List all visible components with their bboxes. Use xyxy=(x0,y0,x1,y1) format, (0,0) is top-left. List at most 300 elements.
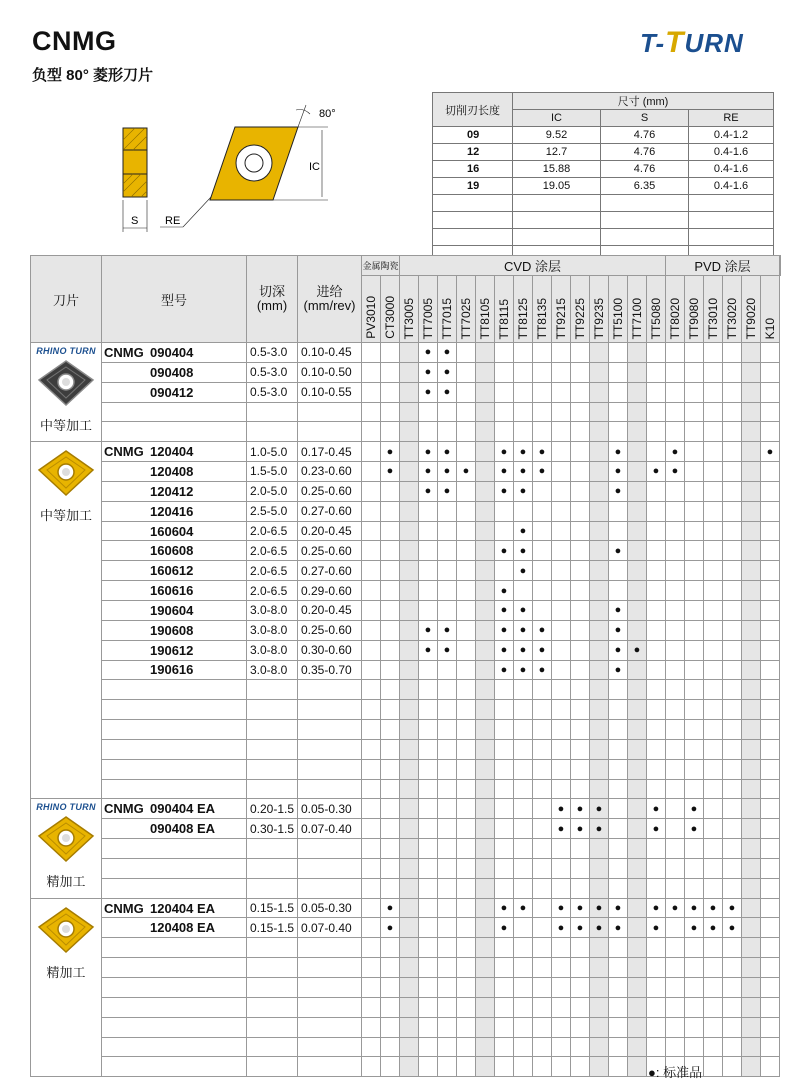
grade-cell xyxy=(457,700,476,720)
grade-cell xyxy=(533,918,552,938)
grade-cell xyxy=(457,739,476,759)
model-code: 120404 EA xyxy=(150,900,216,916)
grade-cell xyxy=(685,640,704,660)
grade-cell xyxy=(723,878,742,898)
grade-cell xyxy=(742,720,761,740)
grade-cell xyxy=(552,442,571,462)
spec-empty-cell xyxy=(601,195,689,212)
grade-cell xyxy=(666,680,685,700)
grade-cell xyxy=(552,819,571,839)
standard-dot-icon: ● xyxy=(386,465,394,478)
grade-cell xyxy=(400,362,419,382)
grade-cell xyxy=(533,561,552,581)
grade-cell xyxy=(514,462,533,482)
grade-cell xyxy=(552,878,571,898)
grade-cell xyxy=(761,997,780,1017)
grade-cell xyxy=(362,1057,381,1077)
grade-cell xyxy=(419,620,438,640)
depth-cell: 2.5-5.0 xyxy=(247,501,298,521)
standard-dot-icon: ● xyxy=(443,465,451,478)
grade-cell xyxy=(685,720,704,740)
model-code: 120408 EA xyxy=(150,920,216,936)
grade-cell xyxy=(476,799,495,819)
grade-cell xyxy=(628,759,647,779)
model-code: 120408 xyxy=(150,463,194,479)
grade-cell xyxy=(647,581,666,601)
grade-cell xyxy=(381,878,400,898)
feed-cell xyxy=(298,680,362,700)
grade-cell xyxy=(761,620,780,640)
standard-dot-icon: ● xyxy=(614,485,622,498)
grade-cell xyxy=(666,521,685,541)
grade-cell xyxy=(685,362,704,382)
grade-cell xyxy=(419,501,438,521)
spec-ic: 15.88 xyxy=(513,161,601,178)
grade-cell xyxy=(761,878,780,898)
grade-cell xyxy=(723,958,742,978)
model-cell xyxy=(102,462,247,482)
grade-cell xyxy=(438,442,457,462)
grade-cell xyxy=(590,1017,609,1037)
grade-cell xyxy=(647,402,666,422)
grade-cell xyxy=(457,501,476,521)
standard-dot-icon: ● xyxy=(500,584,508,597)
grade-cell xyxy=(438,541,457,561)
grade-cell xyxy=(457,600,476,620)
grade-cell xyxy=(723,1057,742,1077)
grade-cell xyxy=(571,759,590,779)
grade-cell xyxy=(685,620,704,640)
grade-cell xyxy=(609,1037,628,1057)
grade-cell xyxy=(723,640,742,660)
grade-cell xyxy=(571,442,590,462)
grade-cell xyxy=(419,1037,438,1057)
grade-cell xyxy=(400,918,419,938)
grade-cell xyxy=(628,680,647,700)
grade-label: TT5100 xyxy=(611,297,625,339)
grade-cell xyxy=(362,739,381,759)
grade-cell xyxy=(362,680,381,700)
standard-dot-icon: ● xyxy=(690,902,698,915)
standard-dot-icon: ● xyxy=(557,902,565,915)
feed-cell xyxy=(298,422,362,442)
model-cell xyxy=(102,382,247,402)
grade-cell xyxy=(628,700,647,720)
grade-cell xyxy=(495,660,514,680)
grade-cell xyxy=(685,422,704,442)
spec-re: 0.4-1.6 xyxy=(689,178,774,195)
grade-cell xyxy=(666,481,685,501)
grade-cell xyxy=(381,362,400,382)
grade-cell xyxy=(742,938,761,958)
grade-cell xyxy=(457,878,476,898)
grade-cell xyxy=(742,898,761,918)
grade-cell xyxy=(609,481,628,501)
grade-cell xyxy=(761,402,780,422)
grade-cell xyxy=(495,343,514,363)
grade-cell xyxy=(381,521,400,541)
grade-cell xyxy=(533,501,552,521)
grade-cell xyxy=(495,878,514,898)
grade-cell xyxy=(590,402,609,422)
standard-dot-icon: ● xyxy=(576,802,584,815)
grade-cell xyxy=(647,918,666,938)
standard-dot-icon: ● xyxy=(443,346,451,359)
grade-cell xyxy=(704,898,723,918)
grade-cell xyxy=(400,600,419,620)
grade-cell xyxy=(419,640,438,660)
grade-cell xyxy=(704,382,723,402)
grade-cell xyxy=(609,620,628,640)
model-code: 160616 xyxy=(150,583,194,599)
grade-cell xyxy=(552,581,571,601)
table-row xyxy=(31,1017,781,1037)
grade-cell xyxy=(761,858,780,878)
standard-dot-icon: ● xyxy=(538,624,546,637)
grade-cell xyxy=(742,442,761,462)
grade-cell xyxy=(723,739,742,759)
grade-cell xyxy=(514,343,533,363)
spec-s: 4.76 xyxy=(601,127,689,144)
grade-header xyxy=(609,276,628,343)
grade-cell xyxy=(571,1037,590,1057)
model-cell xyxy=(102,481,247,501)
depth-cell: 0.5-3.0 xyxy=(247,362,298,382)
grade-cell xyxy=(419,343,438,363)
grade-cell xyxy=(704,620,723,640)
machining-type-label: 精加工 xyxy=(46,964,86,980)
grade-cell xyxy=(742,481,761,501)
grade-cell xyxy=(514,799,533,819)
grade-cell xyxy=(533,878,552,898)
grade-cell xyxy=(362,481,381,501)
grade-cell xyxy=(666,382,685,402)
grade-cell xyxy=(552,858,571,878)
grade-cell xyxy=(571,978,590,998)
grade-cell xyxy=(666,501,685,521)
grade-cell xyxy=(647,680,666,700)
grade-label: TT3010 xyxy=(706,297,720,339)
grade-cell xyxy=(761,739,780,759)
rhino-turn-logo: RHINO TURN xyxy=(36,346,96,356)
model-code: 120404 xyxy=(150,444,194,460)
grade-cell xyxy=(362,997,381,1017)
grade-cell xyxy=(609,779,628,799)
grade-cell xyxy=(400,759,419,779)
grade-cell xyxy=(742,402,761,422)
grade-cell xyxy=(761,759,780,779)
grade-cell xyxy=(628,660,647,680)
grade-cell xyxy=(742,561,761,581)
model-cell xyxy=(102,402,247,422)
grade-cell xyxy=(514,759,533,779)
grade-cell xyxy=(476,521,495,541)
grade-cell xyxy=(571,402,590,422)
grade-cell xyxy=(362,382,381,402)
grade-cell xyxy=(590,343,609,363)
standard-dot-icon: ● xyxy=(424,624,432,637)
spec-edge: 19 xyxy=(433,178,513,195)
grade-cell xyxy=(609,739,628,759)
standard-dot-icon: ● xyxy=(652,465,660,478)
grade-cell xyxy=(628,362,647,382)
standard-dot-icon: ● xyxy=(538,663,546,676)
grade-cell xyxy=(457,997,476,1017)
grade-cell xyxy=(571,362,590,382)
grade-cell xyxy=(362,759,381,779)
grade-cell xyxy=(647,660,666,680)
grade-cell xyxy=(723,858,742,878)
grade-header xyxy=(590,276,609,343)
grade-cell xyxy=(742,958,761,978)
grade-cell xyxy=(514,739,533,759)
depth-cell xyxy=(247,938,298,958)
grade-cell xyxy=(400,1057,419,1077)
grade-cell xyxy=(495,581,514,601)
grade-cell xyxy=(666,442,685,462)
grade-cell xyxy=(400,938,419,958)
standard-dot-icon: ● xyxy=(690,802,698,815)
model-prefix: CNMG xyxy=(104,900,144,916)
table-row xyxy=(31,581,781,601)
grade-cell xyxy=(704,343,723,363)
standard-dot-icon: ● xyxy=(443,445,451,458)
spec-header-size: 尺寸 (mm) xyxy=(513,93,774,110)
grade-cell xyxy=(590,958,609,978)
grade-cell xyxy=(400,878,419,898)
grade-cell xyxy=(704,422,723,442)
grade-cell xyxy=(419,978,438,998)
grade-cell xyxy=(685,819,704,839)
grade-cell xyxy=(457,382,476,402)
grade-cell xyxy=(666,720,685,740)
grade-cell xyxy=(723,600,742,620)
table-row xyxy=(31,1037,781,1057)
grade-cell xyxy=(761,700,780,720)
depth-cell: 2.0-6.5 xyxy=(247,561,298,581)
standard-dot-icon: ● xyxy=(614,921,622,934)
grade-cell xyxy=(609,958,628,978)
grade-cell xyxy=(400,501,419,521)
grade-cell xyxy=(685,898,704,918)
grade-cell xyxy=(761,561,780,581)
grade-cell xyxy=(495,1057,514,1077)
standard-dot-icon: ● xyxy=(462,465,470,478)
grade-cell xyxy=(400,581,419,601)
grade-cell xyxy=(400,521,419,541)
grade-cell xyxy=(628,858,647,878)
grade-label: TT3020 xyxy=(725,297,739,339)
grade-cell xyxy=(419,958,438,978)
grade-cell xyxy=(704,481,723,501)
model-cell xyxy=(102,799,247,819)
grade-cell xyxy=(533,382,552,402)
grade-cell xyxy=(628,878,647,898)
grade-cell xyxy=(723,918,742,938)
spec-edge: 12 xyxy=(433,144,513,161)
grade-cell xyxy=(571,878,590,898)
grade-cell xyxy=(704,918,723,938)
standard-dot-icon: ● xyxy=(386,921,394,934)
feed-cell xyxy=(298,1057,362,1077)
spec-row-empty xyxy=(433,212,774,229)
feed-cell xyxy=(298,858,362,878)
grade-cell xyxy=(476,600,495,620)
grade-cell xyxy=(457,660,476,680)
grade-cell xyxy=(742,1057,761,1077)
grade-cell xyxy=(514,779,533,799)
grade-cell xyxy=(362,1037,381,1057)
spec-row-empty xyxy=(433,229,774,246)
grade-cell xyxy=(457,640,476,660)
grade-label: TT9215 xyxy=(554,297,568,339)
grade-cell xyxy=(761,1017,780,1037)
grade-group-header: 金属陶瓷 xyxy=(362,256,400,276)
grade-cell xyxy=(476,422,495,442)
grade-cell xyxy=(723,561,742,581)
grade-cell xyxy=(362,442,381,462)
grade-cell xyxy=(381,739,400,759)
grade-cell xyxy=(495,1017,514,1037)
grade-cell xyxy=(647,958,666,978)
grade-cell xyxy=(400,978,419,998)
grade-cell xyxy=(533,521,552,541)
grade-cell xyxy=(533,839,552,859)
grade-cell xyxy=(457,898,476,918)
grade-cell xyxy=(761,462,780,482)
grade-cell xyxy=(495,680,514,700)
grade-cell xyxy=(761,720,780,740)
spec-row xyxy=(433,178,774,195)
grade-cell xyxy=(419,938,438,958)
model-cell xyxy=(102,1017,247,1037)
grade-cell xyxy=(533,442,552,462)
grade-cell xyxy=(438,382,457,402)
grade-cell xyxy=(666,640,685,660)
grade-cell xyxy=(476,640,495,660)
grade-cell xyxy=(457,481,476,501)
grade-cell xyxy=(457,442,476,462)
grade-cell xyxy=(381,839,400,859)
grade-cell xyxy=(666,997,685,1017)
spec-re: 0.4-1.6 xyxy=(689,161,774,178)
grade-cell xyxy=(552,382,571,402)
grade-cell xyxy=(362,958,381,978)
grade-cell xyxy=(704,739,723,759)
grade-header xyxy=(704,276,723,343)
model-cell xyxy=(102,561,247,581)
grade-cell xyxy=(761,600,780,620)
grade-cell xyxy=(457,343,476,363)
grade-cell xyxy=(419,878,438,898)
grade-cell xyxy=(552,481,571,501)
grade-cell xyxy=(419,422,438,442)
grade-cell xyxy=(742,600,761,620)
grade-cell xyxy=(552,720,571,740)
grade-cell xyxy=(666,462,685,482)
grade-cell xyxy=(533,779,552,799)
grade-cell xyxy=(400,481,419,501)
grade-cell xyxy=(628,620,647,640)
grade-cell xyxy=(571,938,590,958)
grade-header xyxy=(514,276,533,343)
grade-cell xyxy=(514,1037,533,1057)
grade-cell xyxy=(495,858,514,878)
feed-cell xyxy=(298,958,362,978)
grade-cell xyxy=(704,581,723,601)
standard-dot-icon: ● xyxy=(614,445,622,458)
table-row xyxy=(31,858,781,878)
standard-dot-icon: ● xyxy=(766,445,774,458)
grade-cell xyxy=(514,561,533,581)
grade-cell xyxy=(685,382,704,402)
grade-cell xyxy=(438,462,457,482)
grade-cell xyxy=(419,581,438,601)
grade-cell xyxy=(514,918,533,938)
grade-cell xyxy=(571,898,590,918)
standard-dot-icon: ● xyxy=(500,624,508,637)
grade-cell xyxy=(495,561,514,581)
grade-cell xyxy=(476,462,495,482)
table-row xyxy=(31,799,781,819)
grade-cell xyxy=(704,1037,723,1057)
table-row xyxy=(31,997,781,1017)
grade-cell xyxy=(647,978,666,998)
table-row xyxy=(31,739,781,759)
grade-cell xyxy=(723,660,742,680)
grade-label: CT3000 xyxy=(383,296,397,339)
depth-cell xyxy=(247,997,298,1017)
grade-cell xyxy=(666,898,685,918)
grade-cell xyxy=(476,938,495,958)
depth-cell xyxy=(247,402,298,422)
grade-cell xyxy=(590,938,609,958)
grade-cell xyxy=(590,620,609,640)
grade-cell xyxy=(362,343,381,363)
grade-cell xyxy=(609,700,628,720)
feed-cell: 0.17-0.45 xyxy=(298,442,362,462)
spec-edge: 09 xyxy=(433,127,513,144)
grade-cell xyxy=(723,898,742,918)
grade-cell xyxy=(438,1057,457,1077)
table-row xyxy=(31,759,781,779)
grade-cell xyxy=(438,739,457,759)
grade-cell xyxy=(381,1017,400,1037)
grade-cell xyxy=(495,898,514,918)
grade-cell xyxy=(666,878,685,898)
spec-header-s: S xyxy=(601,110,689,127)
grade-cell xyxy=(590,382,609,402)
grade-cell xyxy=(666,541,685,561)
grade-cell xyxy=(476,739,495,759)
grade-cell xyxy=(381,581,400,601)
feed-cell: 0.29-0.60 xyxy=(298,581,362,601)
grade-cell xyxy=(666,759,685,779)
table-row xyxy=(31,918,781,938)
grade-cell xyxy=(381,680,400,700)
grade-cell xyxy=(685,600,704,620)
grade-cell xyxy=(628,600,647,620)
depth-cell: 3.0-8.0 xyxy=(247,600,298,620)
grade-cell xyxy=(476,720,495,740)
standard-dot-icon: ● xyxy=(614,624,622,637)
grade-cell xyxy=(742,700,761,720)
grade-cell xyxy=(476,501,495,521)
grade-cell xyxy=(362,839,381,859)
grade-cell xyxy=(552,898,571,918)
model-code: 160612 xyxy=(150,563,194,579)
grade-cell xyxy=(362,779,381,799)
